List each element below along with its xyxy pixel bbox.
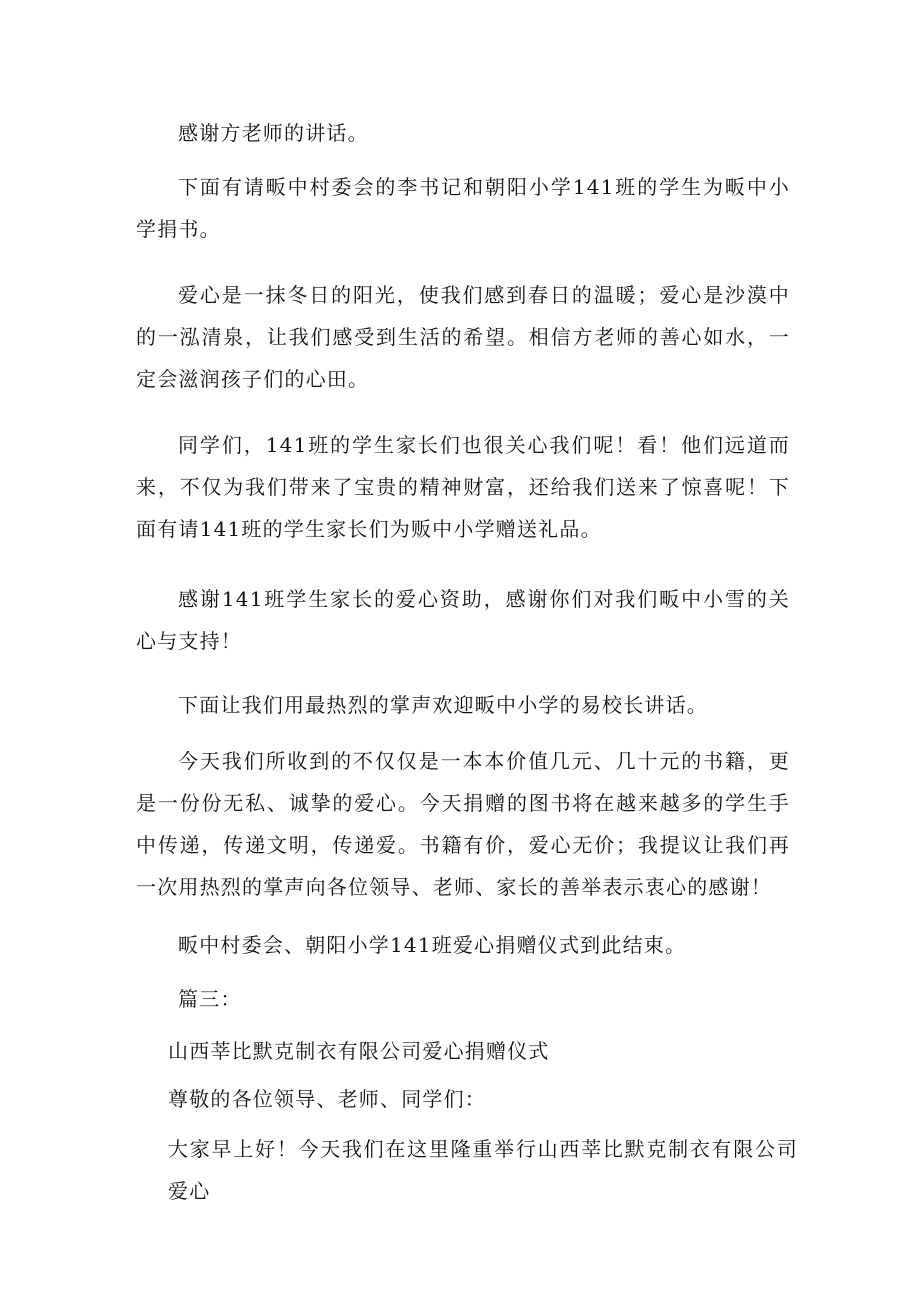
section-heading-part-three: 篇三： (178, 987, 242, 1011)
paragraph-book-donation-invite: 下面有请畈中村委会的李书记和朝阳小学141班的学生为畈中小学捐书。 (136, 175, 790, 241)
paragraph-books-love: 今天我们所收到的不仅仅是一本本价值几元、几十元的书籍，更是一份份无私、诚挚的爱心。今天捐赠的图书将在越来越多的学生手中传递，传递文明，传递爱。书籍有价，爱心无价；我提议让我们再一次用热烈的掌声向各位领导、老师、家长的善举表示衷心的感谢！ (136, 749, 790, 899)
paragraph-parents-gifts: 同学们，141班的学生家长们也很关心我们呢！看！他们远道而来，不仅为我们带来了宝贵的精神财富，还给我们送来了惊喜呢！下面有请141班的学生家长们为贩中小学赠送礼品。 (136, 433, 790, 541)
ceremony-title: 山西莘比默克制衣有限公司爱心捐赠仪式 (168, 1039, 550, 1063)
paragraph-ceremony-end: 畈中村委会、朝阳小学141班爱心捐赠仪式到此结束。 (178, 933, 687, 957)
paragraph-thanks-fang: 感谢方老师的讲话。 (178, 121, 369, 145)
paragraph-love-sunshine: 爱心是一抹冬日的阳光，使我们感到春日的温暖；爱心是沙漠中的一泓清泉，让我们感受到生活的希望。相信方老师的善心如水，一定会滋润孩子们的心田。 (136, 283, 790, 391)
paragraph-principal-speech: 下面让我们用最热烈的掌声欢迎畈中小学的易校长讲话。 (178, 693, 708, 717)
paragraph-thanks-parents: 感谢141班学生家长的爱心资助，感谢你们对我们畈中小雪的关心与支持！ (136, 587, 790, 653)
paragraph-greeting: 大家早上好！今天我们在这里隆重举行山西莘比默克制衣有限公司爱心 (168, 1137, 798, 1203)
salutation: 尊敬的各位领导、老师、同学们： (168, 1087, 486, 1111)
